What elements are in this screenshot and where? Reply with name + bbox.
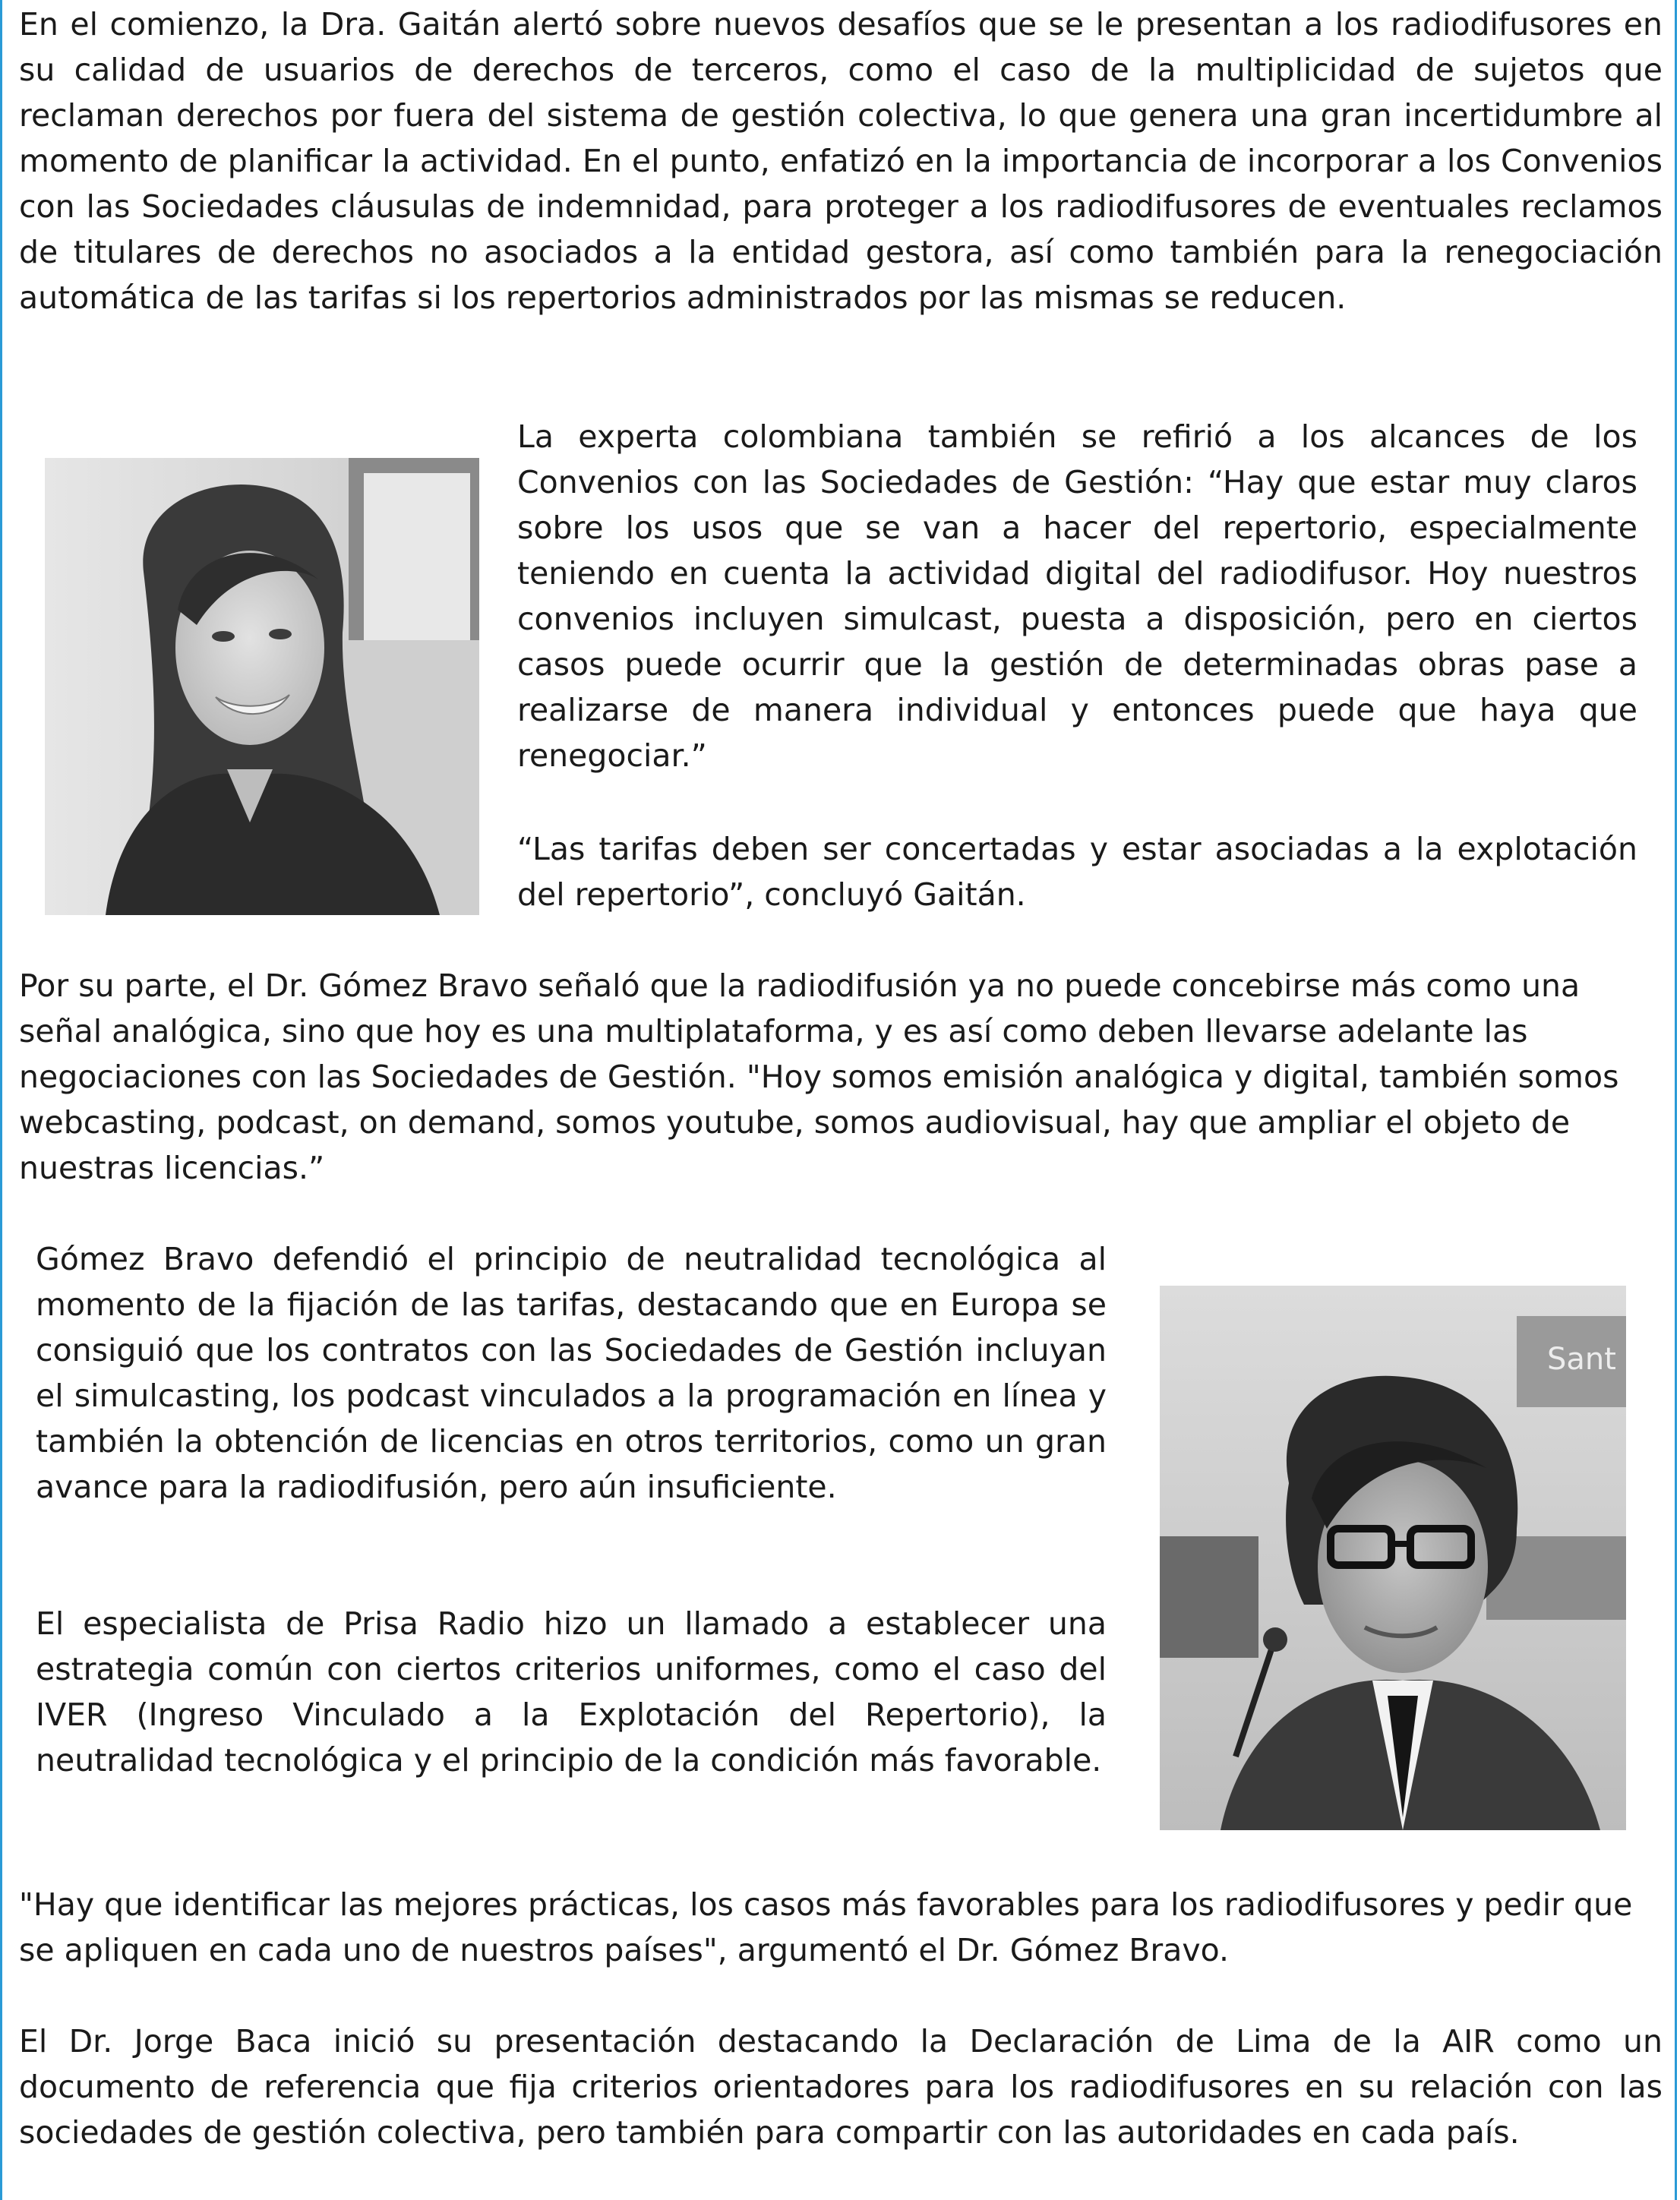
svg-text:Sant: Sant bbox=[1547, 1342, 1616, 1377]
paragraph-gaitan-conclusion: “Las tarifas deben ser concertadas y estar asociadas a la explotación del repertorio”, concluyó Gaitán. bbox=[517, 831, 1637, 913]
paragraph-jorge-baca: El Dr. Jorge Baca inició su presentación destacando la Declaración de Lima de la AIR como un documento de referencia que fija criterios orientadores para los radiodifusores en su relación con las sociedades de gestión colectiva, pero también para compartir con las autoridades en cada país. bbox=[19, 2023, 1663, 2151]
photo-woman-portrait bbox=[45, 458, 479, 915]
paragraph-expert-quote: La experta colombiana también se refirió a los alcances de los Convenios con las Sociedades de Gestión: “Hay que estar muy claros sobre los usos que se van a hacer del repertorio, especialmente teniendo en cuenta la actividad digital del radiodifusor. Hoy nuestros convenios incluyen simulcast, puesta a disposición, pero en ciertos casos puede ocurrir que la gestión de determinadas obras pase a realizarse de manera individual y entonces puede que haya que renegociar.” bbox=[517, 418, 1637, 774]
paragraph-prisa-radio: El especialista de Prisa Radio hizo un llamado a establecer una estrategia común con ciertos criterios uniformes, como el caso del IVER (Ingreso Vinculado a la Explotación del Repertorio), la neutralidad tecnológica y el principio de la condición más favorable. bbox=[36, 1605, 1107, 1779]
paragraph-neutralidad: Gómez Bravo defendió el principio de neutralidad tecnológica al momento de la fijación de las tarifas, destacando que en Europa se consiguió que los contratos con las Sociedades de Gestión incluyan el simulcasting, los podcast vinculados a la programación en línea y también la obtención de licencias en otros territorios, como un gran avance para la radiodifusión, pero aún insuficiente. bbox=[36, 1241, 1107, 1505]
paragraph-intro: En el comienzo, la Dra. Gaitán alertó sobre nuevos desafíos que se le presentan a los radiodifusores en su calidad de usuarios de derechos de terceros, como el caso de la multiplicidad de sujetos que reclaman derechos por fuera del sistema de gestión colectiva, lo que genera una gran incertidumbre al momento de planificar la actividad. En el punto, enfatizó en la importancia de incorporar a los Convenios con las Sociedades cláusulas de indemnidad, para proteger a los radiodifusores de eventuales reclamos de titulares de derechos no asociados a la entidad gestora, así como también para la renegociación automática de las tarifas si los repertorios administrados por las mismas se reducen. bbox=[19, 6, 1663, 316]
photo-man-portrait bbox=[1160, 1286, 1626, 1830]
paragraph-mejores-practicas: "Hay que identificar las mejores prácticas, los casos más favorables para los radiodifusores y pedir que se apliquen en cada uno de nuestros países", argumentó el Dr. Gómez Bravo. bbox=[19, 1886, 1633, 1968]
paragraph-gomez-bravo: Por su parte, el Dr. Gómez Bravo señaló que la radiodifusión ya no puede concebirse más como una señal analógica, sino que hoy es una multiplataforma, y es así como deben llevarse adelante las negociaciones con las Sociedades de Gestión. "Hoy somos emisión analógica y digital, también somos webcasting, podcast, on demand, somos youtube, somos audiovisual, hay que ampliar el objeto de nuestras licencias.” bbox=[19, 967, 1619, 1186]
